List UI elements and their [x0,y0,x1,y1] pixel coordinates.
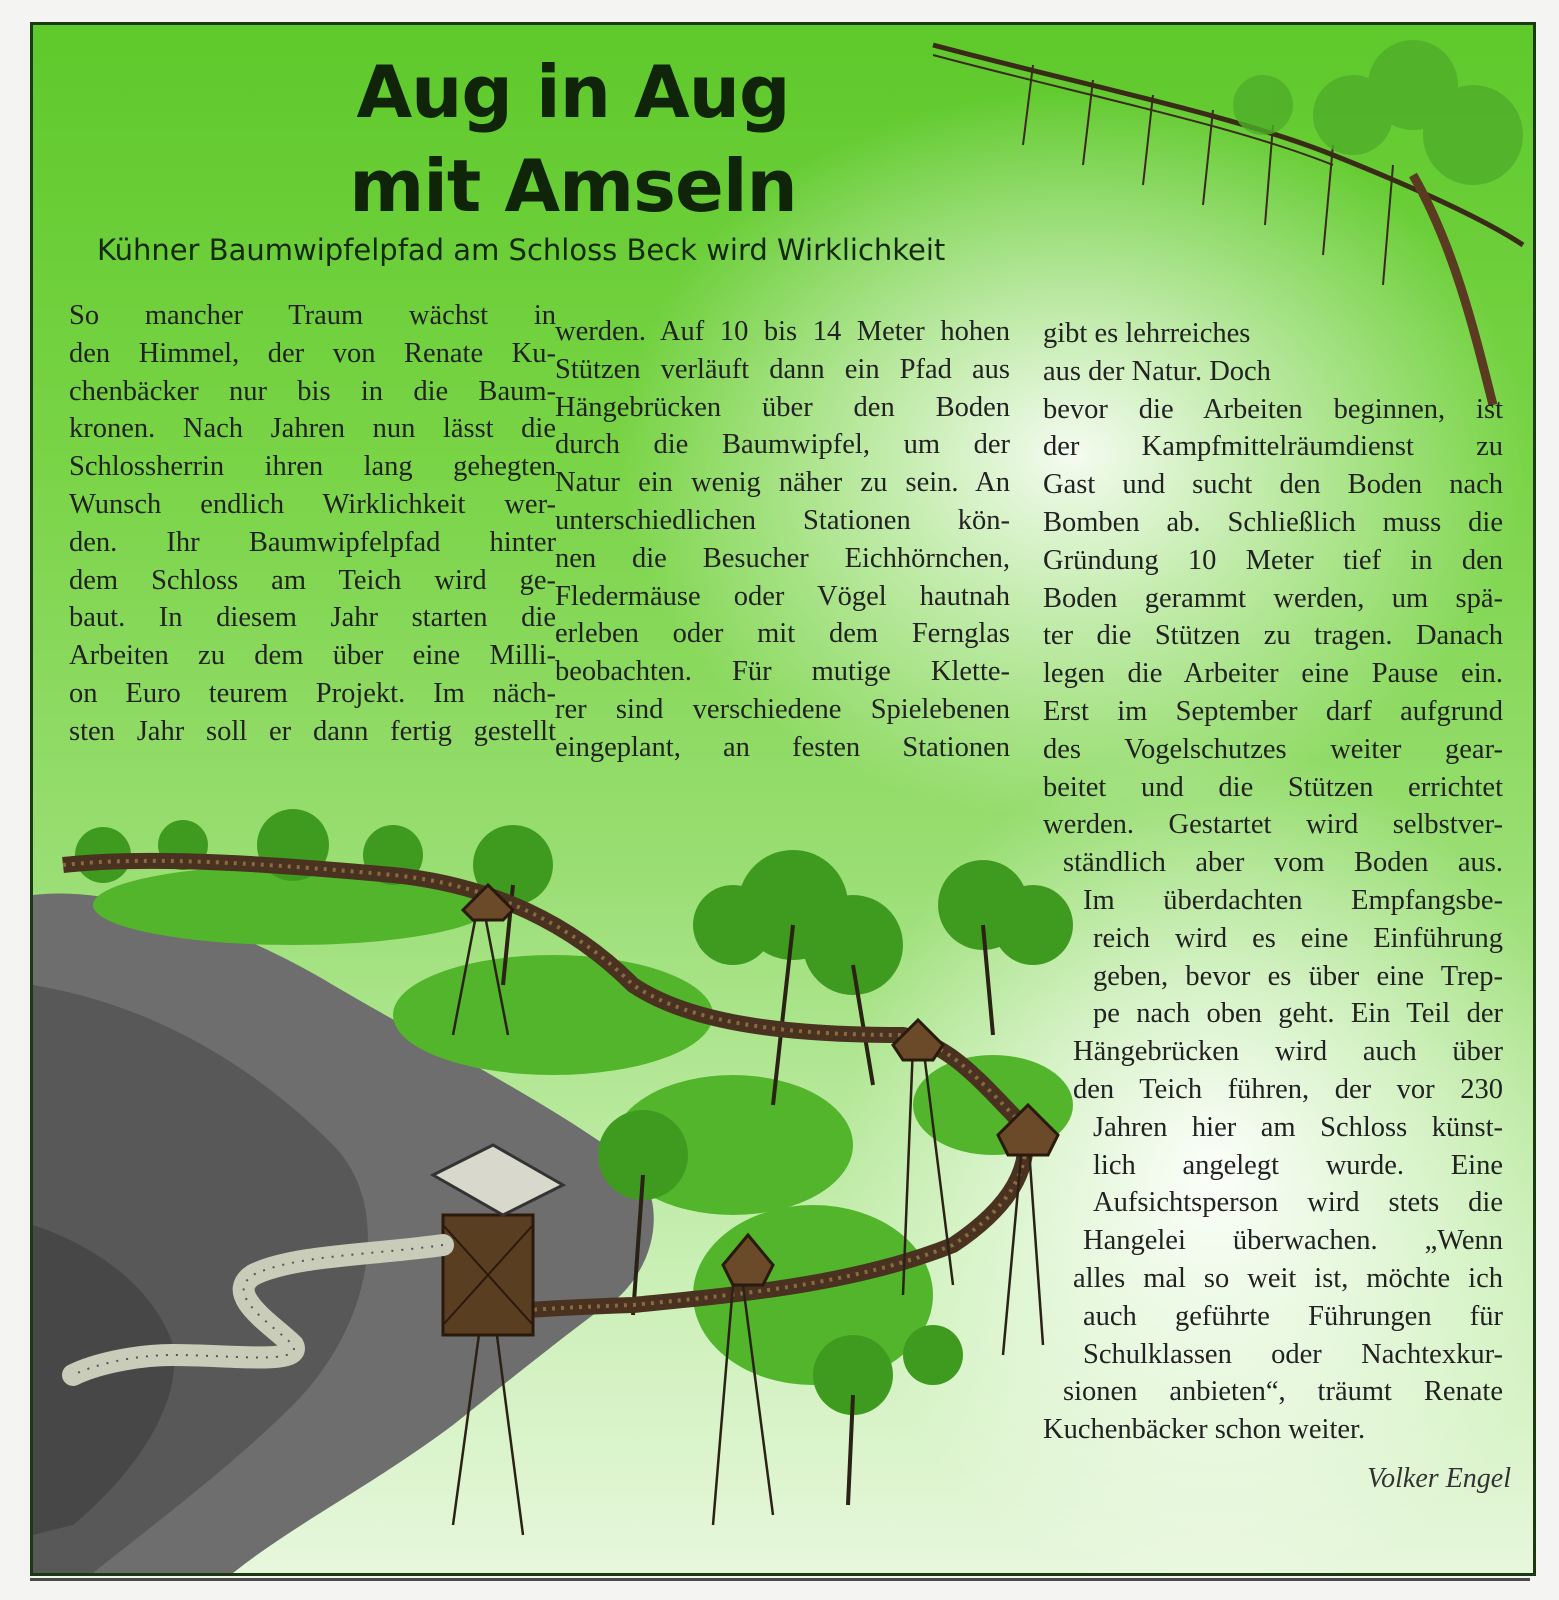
text-line: Im überdachten Empfangsbe- [1083,884,1503,916]
article-box [30,22,1536,1576]
text-line: Natur ein wenig näher zu sein. An [555,467,1010,499]
text-line: sten Jahr soll er dann fertig gestellt [69,715,556,747]
text-line: sionen anbieten“, träumt Renate [1063,1376,1503,1408]
text-line: Hangelei überwachen. „Wenn [1083,1225,1503,1257]
text-line: Kuchenbäcker schon weiter. [1043,1414,1366,1446]
text-line: Boden gerammt werden, um spä- [1043,582,1503,614]
page-divider [30,1578,1530,1581]
text-line: Gründung 10 Meter tief in den [1043,544,1503,576]
text-line: rer sind verschiedene Spielebenen [555,693,1010,725]
text-line: beitet und die Stützen errichtet [1043,771,1503,803]
text-line: legen die Arbeiter eine Pause ein. [1043,658,1503,690]
column-1 [69,297,556,751]
text-line: den. Ihr Baumwipfelpfad hinter [69,526,556,558]
text-line: So mancher Traum wächst in [69,300,556,331]
text-line: chenbäcker nur bis in die Baum- [69,375,556,407]
text-line: Jahren hier am Schloss künst- [1093,1111,1503,1143]
text-line: aus der Natur. Doch [1043,355,1271,387]
text-line: Gast und sucht den Boden nach [1043,469,1503,501]
text-line: bevor die Arbeiten beginnen, ist [1043,393,1503,425]
subtitle: Kühner Baumwipfelpfad am Schloss Beck wird Wirklichkeit [97,233,946,267]
text-line: werden. Gestartet wird selbstver- [1043,809,1503,841]
text-line: auch geführte Führungen für [1083,1300,1503,1332]
text-line: Hängebrücken über den Boden [555,391,1010,423]
text-line: reich wird es eine Einführung [1093,922,1503,954]
text-line: beobachten. Für mutige Klette- [555,656,1010,688]
text-line: alles mal so weit ist, möchte ich [1073,1262,1503,1294]
column-3 [1043,315,1503,1449]
column-2 [555,313,1010,767]
text-line: der Kampfmittelräumdienst zu [1043,431,1503,463]
text-line: nen die Besucher Eichhörnchen, [555,542,1010,574]
text-line: unterschiedlichen Stationen kön- [555,504,1010,536]
text-line: des Vogelschutzes weiter gear- [1043,733,1503,765]
text-line: ständlich aber vom Boden aus. [1063,847,1503,879]
text-line: baut. In diesem Jahr starten die [69,602,556,634]
text-line: Arbeiten zu dem über eine Milli- [69,640,556,672]
text-line: Hängebrücken wird auch über [1073,1036,1503,1068]
text-line: den Teich führen, der vor 230 [1073,1073,1503,1105]
text-line: pe nach oben geht. Ein Teil der [1093,998,1503,1030]
text-line: geben, bevor es über eine Trep- [1093,960,1503,992]
text-line: on Euro teurem Projekt. Im näch- [69,677,556,709]
text-line: Bomben ab. Schließlich muss die [1043,506,1503,538]
text-line: gibt es lehrreiches [1043,318,1251,349]
headline-line-1: Aug in Aug [356,50,790,134]
text-line: Schulklassen oder Nachtexkur- [1083,1338,1503,1370]
text-line: kronen. Nach Jahren nun lässt die [69,413,556,445]
text-line: eingeplant, an festen Stationen [555,731,1010,763]
text-line: Erst im September darf aufgrund [1043,695,1503,727]
text-line: ter die Stützen zu tragen. Danach [1043,620,1503,652]
headline [313,45,833,233]
text-line: durch die Baumwipfel, um der [555,429,1010,461]
text-line: dem Schloss am Teich wird ge- [69,564,556,596]
author-byline: Volker Engel [1367,1463,1511,1494]
text-line: lich angelegt wurde. Eine [1093,1149,1503,1181]
text-line: den Himmel, der von Renate Ku- [69,337,556,369]
headline-line-2: mit Amseln [349,144,797,228]
text-line: Stützen verläuft dann ein Pfad aus [555,353,1010,385]
text-line: Wunsch endlich Wirklichkeit wer- [69,488,556,520]
text-line: erleben oder mit dem Fernglas [555,618,1010,650]
text-line: werden. Auf 10 bis 14 Meter hohen [555,316,1010,347]
text-line: Schlossherrin ihren lang gehegten [69,451,556,483]
text-line: Aufsichtsperson wird stets die [1093,1187,1503,1219]
text-line: Fledermäuse oder Vögel hautnah [555,580,1010,612]
